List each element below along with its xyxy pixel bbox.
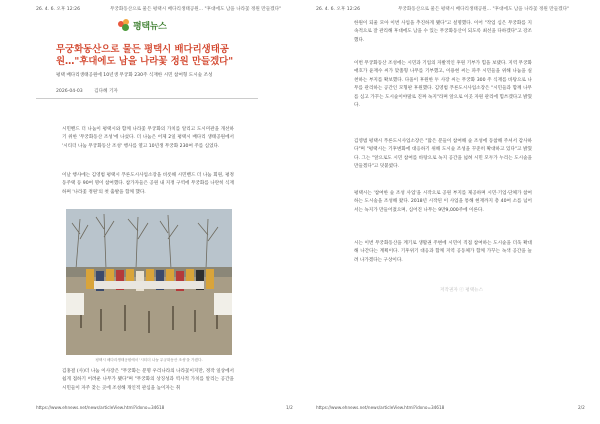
article-paragraph: 평택시는 '참여한 숲 조성 사업'을 시작으로 공원 부지를 제공하며 시민·기업·단체가 참여하는 도시숲을 조성해 왔다. 2018년 시작된 이 사업을 통해 현재까지 총 40여 소를 넘어서는 녹지가 만들어졌으며, 심어진 나무는 9만9,000주에 이른다. (354, 191, 532, 213)
article-paragraph: 김영범 평택시 푸른도시사업소장은 "많은 분들이 참여해 숲 조성에 동참해 주셔서 감사하다"며 "평택시는 기후변화에 대응하기 위해 도시숲 조성을 꾸준히 확대하고 있다"고 밝혔다. 그는 "앞으로도 시민 참여를 바탕으로 녹지 공간을 넓혀 시민 모두가 누리는 도시숲을 만들겠다"고 덧붙였다. (354, 139, 532, 170)
page-number: 2/2 (578, 405, 585, 410)
article-paragraph: 시는 이번 무궁화동산을 계기로 생활권 주변에 시민이 직접 참여하는 도시숲을 더욱 확대해 나간다는 계획이다. 기후위기 대응과 함께 지역 공동체가 함께 가꾸는 녹색 공간을 늘려 나가겠다는 구상이다. (354, 241, 532, 263)
article-byline (56, 88, 128, 94)
footer-url[interactable]: https://www.ehnews.net/news/articleView.html?idxno=34618 (36, 405, 165, 410)
article-paragraph: 이날 행사에는 김영범 평택시 푸른도시사업소장을 비롯해 시민밴드 더 나눔 회원, 평정동주택 등 90여 명이 참여했다. 참가자들은 공원 내 지정 구역에 무궁화를 나란히 식재하며 '나라꽃 정원'의 첫 출발을 함께 했다. (62, 173, 234, 195)
divider (36, 98, 258, 99)
footer-url[interactable]: https://www.ehnews.net/news/articleView.html?idxno=34618 (316, 405, 445, 410)
print-header-title: 무궁화동산으로 물든 평택시 배다리생태공원... "후대에도 남을 나라꽃 정원 만들겠다" (110, 7, 282, 12)
logo-flower-icon (118, 19, 130, 31)
print-header-date: 26. 4. 6. 오후 12:26 (316, 7, 361, 12)
article-reporter: 김다혜 기자 (94, 89, 118, 94)
article-paragraph: 이번 무궁화동산 조성에는 시민과 기업의 자발적인 후원 기부가 힘을 보탰다. 지역 무궁화 애호가 윤재수 씨가 맞춤형 나무를 기부했고, 이용현 씨는 파주 시민들을 위해 나눔을 실천하는 부지를 확보했다. 다올이 후원한 두 사장 씨는 무궁화 300 주 식재를 바탕으로 나무를 관리하는 공간인 모형판 후원했다. 김영범 푸른도시사업소장은 "시민들과 함께 나무를 심고 가꾸는 도시숲이야말로 진짜 녹지"라며 앞으로 이곳 자원 관리에 힘쓰겠다고 밝혔다. (354, 61, 532, 109)
article-paragraph: 한원이 되울 모아 이번 사업을 추진하게 됐다"고 설명했다. 이어 "작업 심은 무궁화를 지속적으로 잘 관리해 후대에도 남을 수 있는 무궁화동산이 되도록 최선을 다하겠다"고 강조했다. (354, 21, 532, 43)
news-logo[interactable] (118, 18, 188, 32)
article-paragraph: 김홍걸 (사)더 나눔 이사장은 "무궁화는 분명 우리나라의 나라꽃이지만, 정작 일상에서 쉽게 접하기 어려운 나무가 됐다"며 "무궁화의 상징성과 역사적 가치를 알리는 공간을 시민들이 자주 찾는 곳에 조성해 개인적 관심을 높이자는 취 (62, 369, 234, 391)
logo-text: 평택뉴스 (133, 21, 167, 32)
document-page-2 (300, 0, 600, 424)
article-headline: 무궁화동산으로 물든 평택시 배다리생태공원…"후대에도 남을 나라꽃 정원 만들겠다" (56, 44, 234, 67)
copyright-watermark: 저작권자 ⓒ 평택뉴스 (440, 288, 484, 293)
article-date: 2026-04-03 (56, 89, 83, 94)
photo-caption: 평택시 배다리생태공원에서 '시티더 나눔 무궁화동산 조성'을 가졌다. (95, 358, 203, 362)
print-header-title: 무궁화동산으로 물든 평택시 배다리생태공원... "후대에도 남을 나라꽃 정원 만들겠다" (398, 7, 570, 12)
print-header-date: 26. 4. 6. 오후 12:26 (36, 7, 81, 12)
article-paragraph: 시민밴드 더 나눔이 평택시와 함께 나라꽃 무궁화의 가치를 알리고 도시미관을 개선하기 위한 '무궁화동산 조성'에 나섰다. 더 나눔은 어제 2일 평택시 배다리 생태공원에서 '시티더 나눔 무궁화동산 조성' 행사를 열고 10년생 무궁화 230여 주를 심었다. (62, 127, 234, 149)
page-number: 1/2 (286, 405, 293, 410)
article-subheadline: 평택 배다리생태공원에 10년생 무궁화 230주 식재한 시민 참여형 도시숲 조성 (56, 73, 213, 78)
group-photo-image (66, 209, 232, 355)
article-photo (66, 209, 232, 355)
